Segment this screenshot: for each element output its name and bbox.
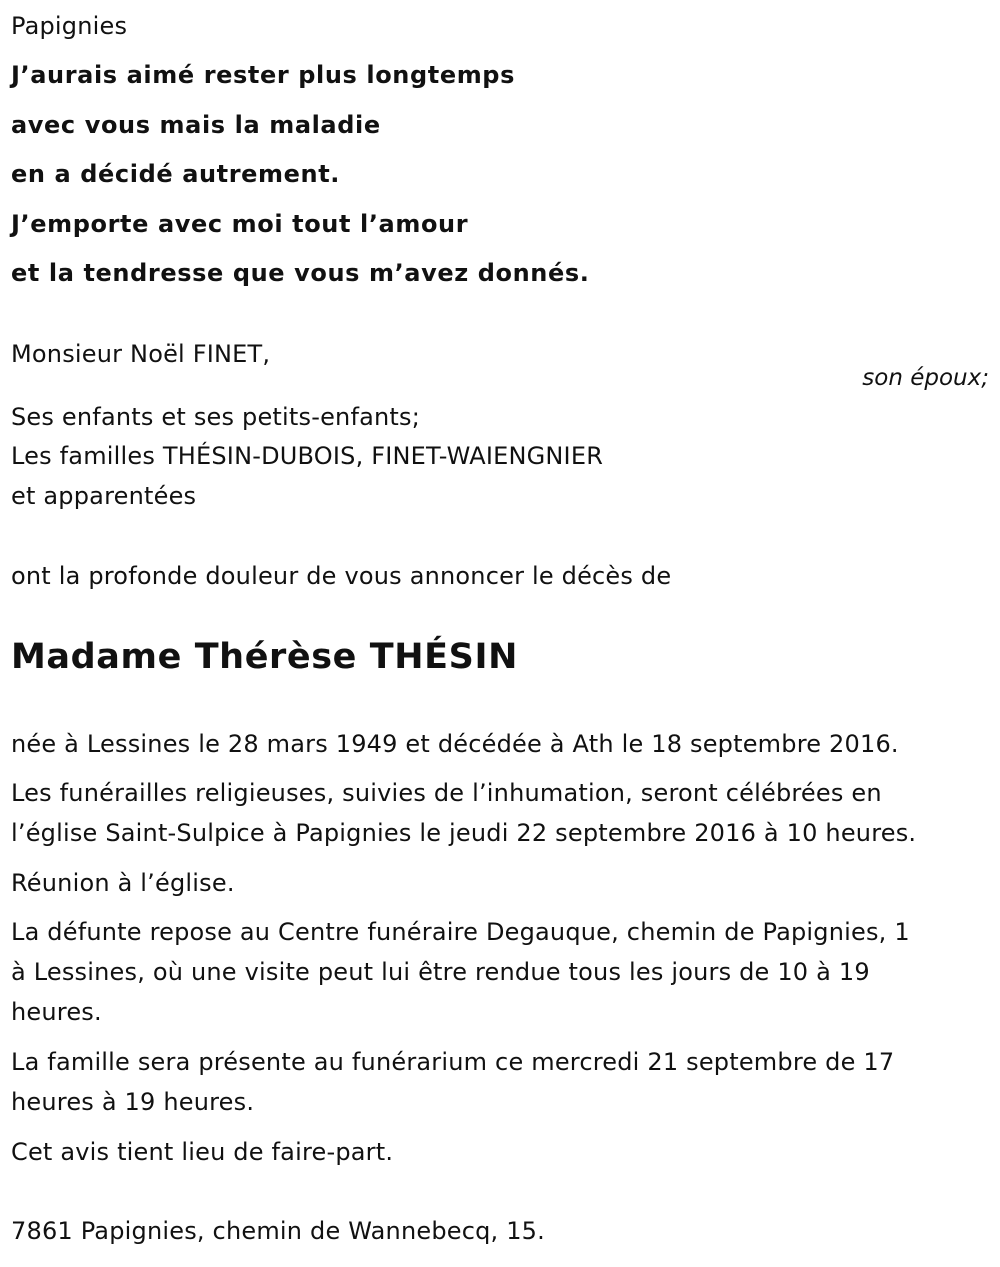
detail-line-2: Les funérailles religieuses, suivies de l’inhumation, seront célébrées en [11, 779, 882, 807]
family-line-2: Les familles THÉSIN-DUBOIS, FINET-WAIENGNIER [11, 442, 604, 470]
detail-line-8: La famille sera présente au funérarium ce mercredi 21 septembre de 17 [11, 1048, 895, 1076]
detail-line-5: La défunte repose au Centre funéraire Degauque, chemin de Papignies, 1 [11, 918, 910, 946]
spouse-role: son époux; [862, 365, 989, 391]
place-header: Papignies [11, 12, 128, 40]
detail-line-4: Réunion à l’église. [11, 869, 235, 897]
family-line-3: et apparentées [11, 482, 197, 510]
poem-line-5: et la tendresse que vous m’avez donnés. [11, 259, 590, 287]
detail-line-1: née à Lessines le 28 mars 1949 et décédée à Ath le 18 septembre 2016. [11, 730, 899, 758]
poem-line-2: avec vous mais la maladie [11, 111, 381, 139]
poem-line-1: J’aurais aimé rester plus longtemps [11, 61, 515, 89]
poem-line-3: en a décidé autrement. [11, 160, 341, 188]
poem-line-4: J’emporte avec moi tout l’amour [11, 210, 469, 238]
detail-line-10: Cet avis tient lieu de faire-part. [11, 1138, 394, 1166]
announcement-text: ont la profonde douleur de vous annoncer le décès de [11, 562, 672, 590]
deceased-name: Madame Thérèse THÉSIN [11, 637, 518, 677]
address-line: 7861 Papignies, chemin de Wannebecq, 15. [11, 1217, 545, 1245]
family-line-1: Ses enfants et ses petits-enfants; [11, 403, 421, 431]
detail-line-9: heures à 19 heures. [11, 1088, 255, 1116]
detail-line-3: l’église Saint-Sulpice à Papignies le jeudi 22 septembre 2016 à 10 heures. [11, 819, 917, 847]
detail-line-6: à Lessines, où une visite peut lui être rendue tous les jours de 10 à 19 [11, 958, 870, 986]
detail-line-7: heures. [11, 998, 102, 1026]
spouse-name: Monsieur Noël FINET, [11, 340, 271, 368]
